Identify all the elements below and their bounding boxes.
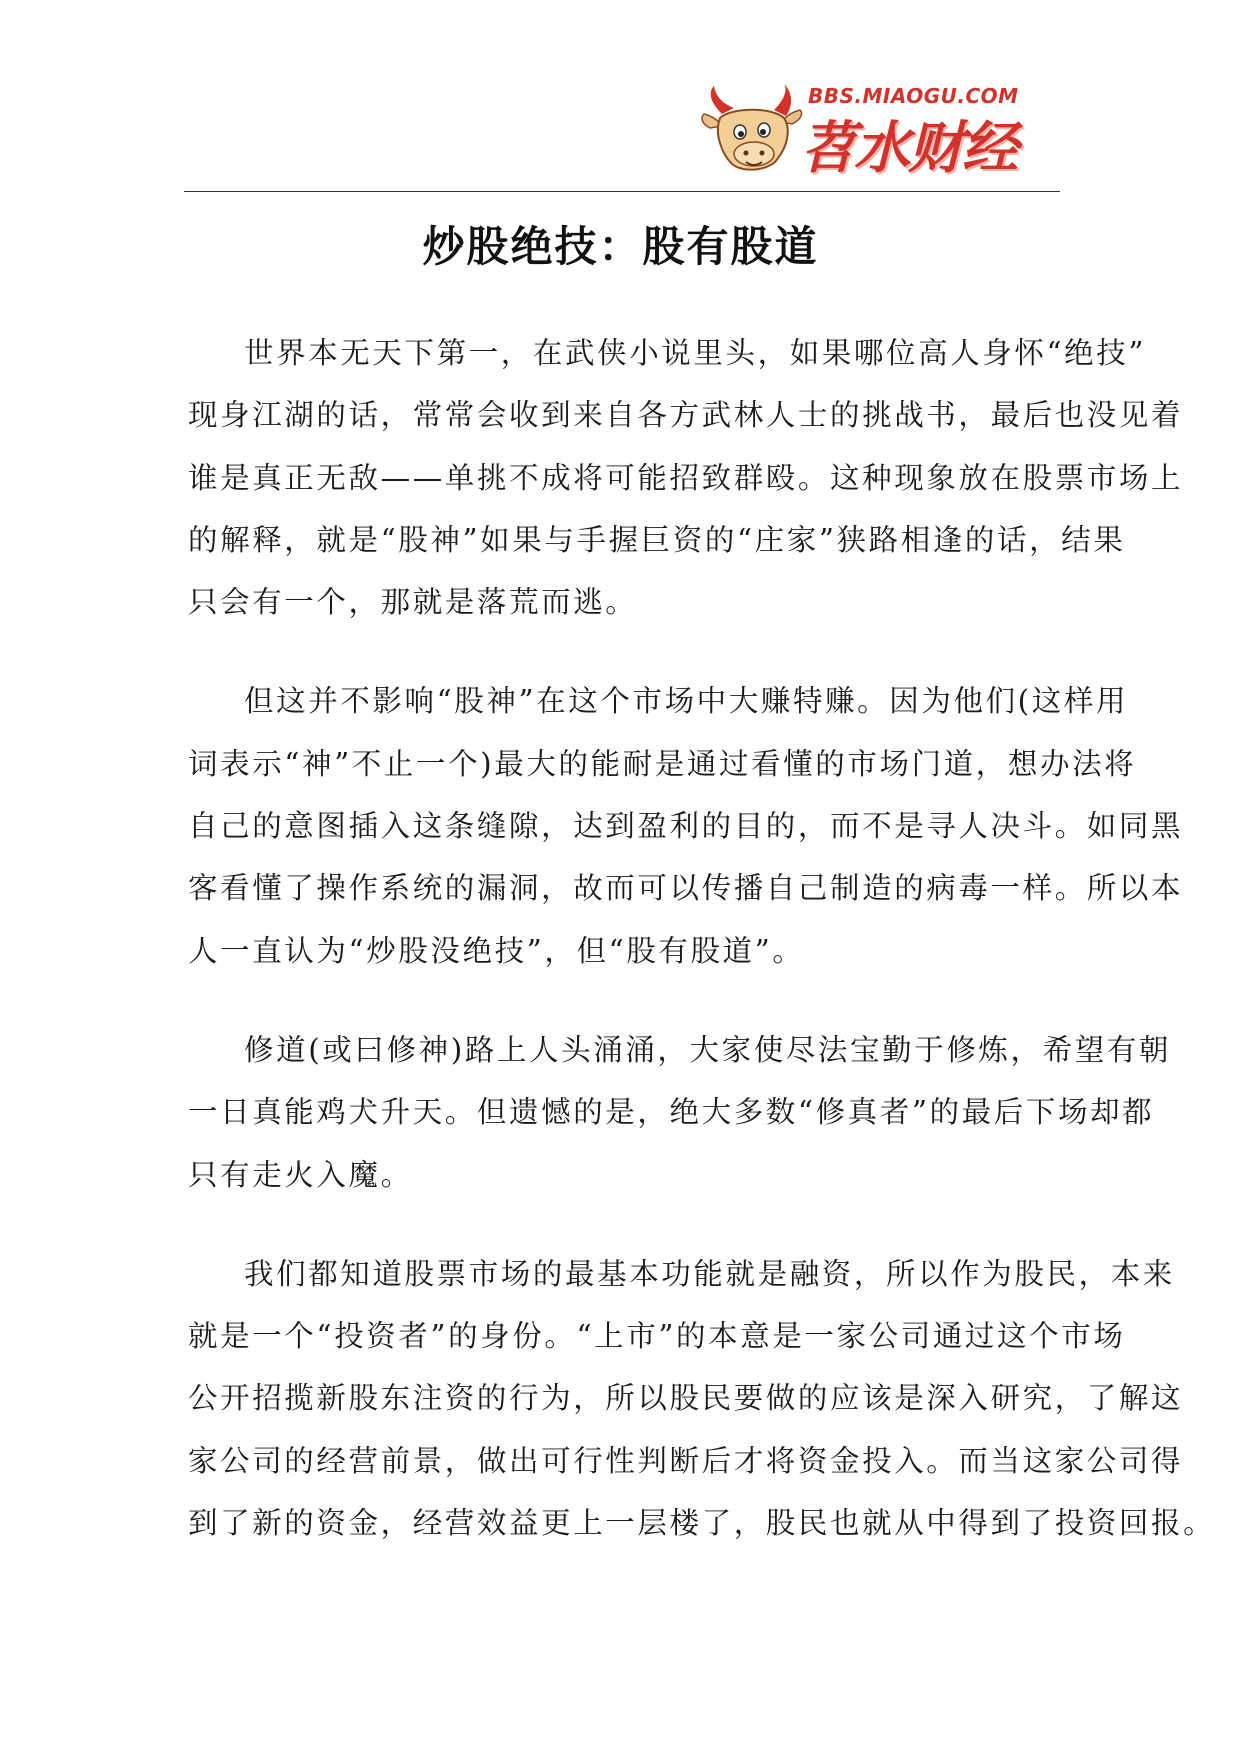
- text-line: 只会有一个，那就是落荒而逃。: [188, 585, 638, 620]
- text-line: 词表示“神”不止一个)最大的能耐是通过看懂的市场门道，想办法将: [188, 746, 1137, 781]
- logo-url-text: BBS.MIAOGU.COM: [808, 84, 1019, 108]
- text-line: 修道(或曰修神)路上人头涌涌，大家使尽法宝勤于修炼，希望有朝: [244, 1032, 1172, 1067]
- document-body: [188, 322, 1216, 1591]
- text-line: 世界本无天下第一，在武侠小说里头，如果哪位高人身怀“绝技”: [244, 336, 1147, 370]
- text-line: 公开招揽新股东注资的行为，所以股民要做的应该是深入研究，了解这: [188, 1381, 1184, 1416]
- text-line: 就是一个“投资者”的身份。“上市”的本意是一家公司通过这个市场: [188, 1319, 1126, 1354]
- bull-mascot-icon: [700, 84, 810, 184]
- header-divider: [184, 191, 1060, 192]
- text-line: 只有走火入魔。: [188, 1157, 413, 1192]
- text-line: 现身江湖的话，常常会收到来自各方武林人士的挑战书，最后也没见着: [188, 398, 1184, 433]
- paragraph: [188, 1243, 1216, 1554]
- document-title: 炒股绝技：股有股道: [422, 222, 819, 271]
- paragraph: [188, 670, 1184, 981]
- text-line: 我们都知道股票市场的最基本功能就是融资，所以作为股民，本来: [244, 1256, 1175, 1291]
- text-line: 的解释，就是“股神”如果与手握巨资的“庄家”狭路相逢的话，结果: [188, 522, 1126, 557]
- text-line: 自己的意图插入这条缝隙，达到盈利的目的，而不是寻人决斗。如同黑: [188, 809, 1184, 844]
- text-line: 人一直认为“炒股没绝技”，但“股有股道”。: [188, 933, 805, 968]
- text-line: 到了新的资金，经营效益更上一层楼了，股民也就从中得到了投资回报。: [188, 1506, 1216, 1541]
- paragraph: [188, 1019, 1172, 1206]
- logo-brand-text: 苕水财经: [800, 116, 1016, 181]
- text-line: 谁是真正无敌——单挑不成将可能招致群殴。这种现象放在股票市场上: [188, 460, 1184, 495]
- text-line: 家公司的经营前景，做出可行性判断后才将资金投入。而当这家公司得: [188, 1443, 1184, 1478]
- text-line: 客看懂了操作系统的漏洞，故而可以传播自己制造的病毒一样。所以本: [188, 871, 1184, 906]
- text-line: 但这并不影响“股神”在这个市场中大赚特赚。因为他们(这样用: [244, 684, 1129, 719]
- site-logo[interactable]: [700, 84, 1030, 184]
- text-line: 一日真能鸡犬升天。但遗憾的是，绝大多数“修真者”的最后下场却都: [188, 1095, 1155, 1130]
- paragraph: [188, 322, 1184, 633]
